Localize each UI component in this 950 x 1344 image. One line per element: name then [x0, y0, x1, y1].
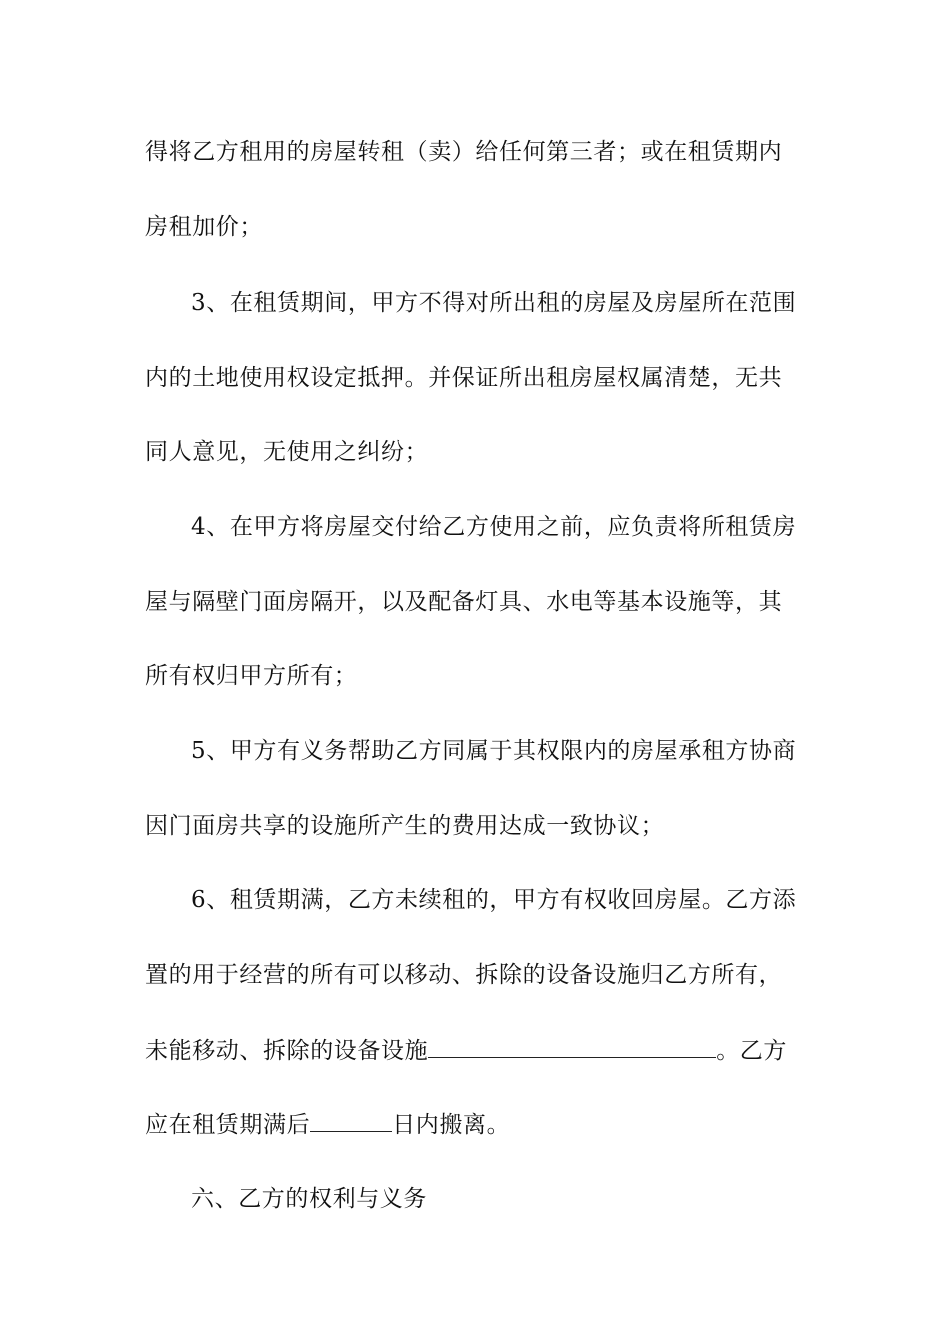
- text-line: 6、租赁期满，乙方未续租的，甲方有权收回房屋。乙方添: [191, 887, 797, 913]
- text-line-with-blank: [145, 1035, 815, 1066]
- text-line: 因门面房共享的设施所产生的费用达成一致协议；: [145, 813, 665, 839]
- text-line-with-blank: [145, 1109, 815, 1140]
- text-line: 得将乙方租用的房屋转租（卖）给任何第三者；或在租赁期内: [145, 139, 783, 165]
- text-segment: 应在租赁期满后: [145, 1112, 311, 1138]
- text-segment: 未能移动、拆除的设备设施: [145, 1038, 429, 1064]
- text-line: 内的土地使用权设定抵押。并保证所出租房屋权属清楚，无共: [145, 365, 783, 391]
- text-line: 4、在甲方将房屋交付给乙方使用之前，应负责将所租赁房: [191, 514, 797, 540]
- text-line: 同人意见，无使用之纠纷；: [145, 439, 429, 465]
- fill-in-blank[interactable]: [428, 1035, 716, 1058]
- text-line: 5、甲方有义务帮助乙方同属于其权限内的房屋承租方协商: [191, 738, 797, 764]
- text-line: 置的用于经营的所有可以移动、拆除的设备设施归乙方所有，: [145, 962, 783, 988]
- text-line: 3、在租赁期间，甲方不得对所出租的房屋及房屋所在范围: [191, 290, 797, 316]
- fill-in-blank[interactable]: [310, 1109, 392, 1132]
- text-segment: 。乙方: [716, 1038, 788, 1064]
- text-line: 屋与隔壁门面房隔开，以及配备灯具、水电等基本设施等，其: [145, 589, 783, 615]
- text-segment: 日内搬离。: [392, 1112, 511, 1138]
- text-line: 所有权归甲方所有；: [145, 663, 358, 689]
- text-line: 房租加价；: [145, 214, 263, 240]
- section-heading: 六、乙方的权利与义务: [191, 1186, 427, 1212]
